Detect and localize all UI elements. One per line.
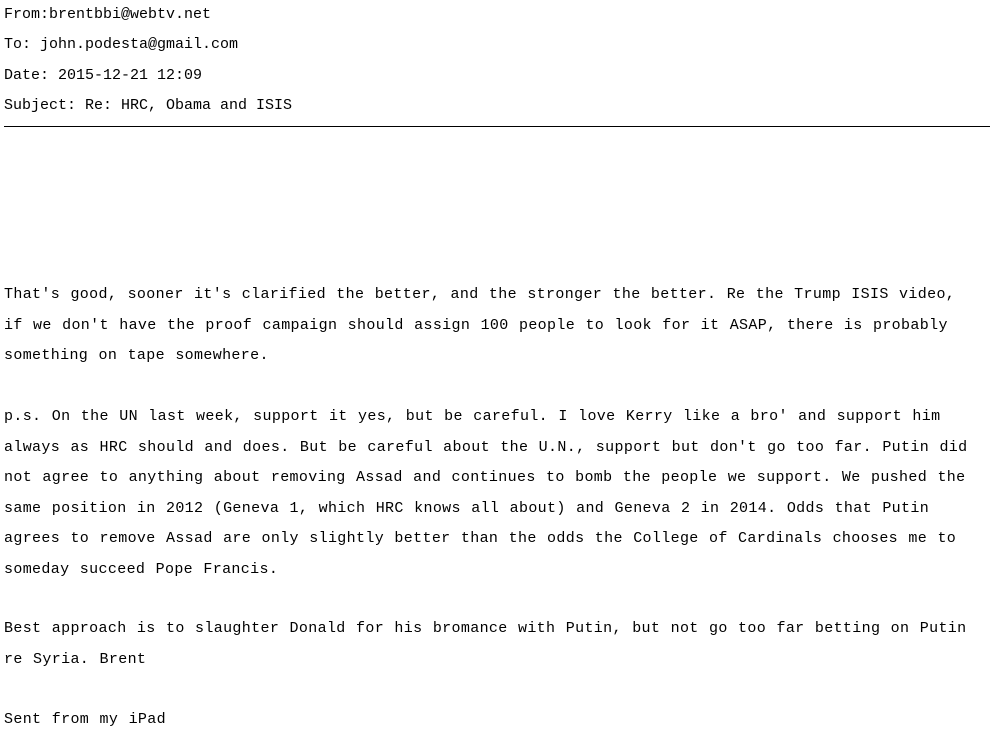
from-field: From:brentbbi@webtv.net bbox=[4, 6, 212, 23]
header-divider bbox=[4, 126, 990, 127]
body-paragraph-2: p.s. On the UN last week, support it yes, but be careful. I love Kerry like a bro' and support him always as HRC should and does. But be careful about the U.N., support but don't go too far. Putin did not agree to anything about removing Assad and continues to bomb the people we support. We pushed the same position in 2012 (Geneva 1, which HRC knows all about) and Geneva 2 in 2014. Odds that Putin agrees to remove Assad are only slightly better than the odds the College of Cardinals chooses me to someday succeed Pope Francis. bbox=[4, 408, 968, 578]
body-paragraph-1: That's good, sooner it's clarified the better, and the stronger the better. Re the Trump ISIS video, if we don't have the proof campaign should assign 100 people to look for it ASAP, there is probably something on tape somewhere. bbox=[4, 286, 956, 364]
to-field: To: john.podesta@gmail.com bbox=[4, 36, 239, 53]
email-signature: Sent from my iPad bbox=[4, 711, 166, 728]
subject-field: Subject: Re: HRC, Obama and ISIS bbox=[4, 97, 293, 114]
body-paragraph-3: Best approach is to slaughter Donald for his bromance with Putin, but not go too far betting on Putin re Syria. Brent bbox=[4, 620, 967, 668]
date-field: Date: 2015-12-21 12:09 bbox=[4, 67, 203, 84]
